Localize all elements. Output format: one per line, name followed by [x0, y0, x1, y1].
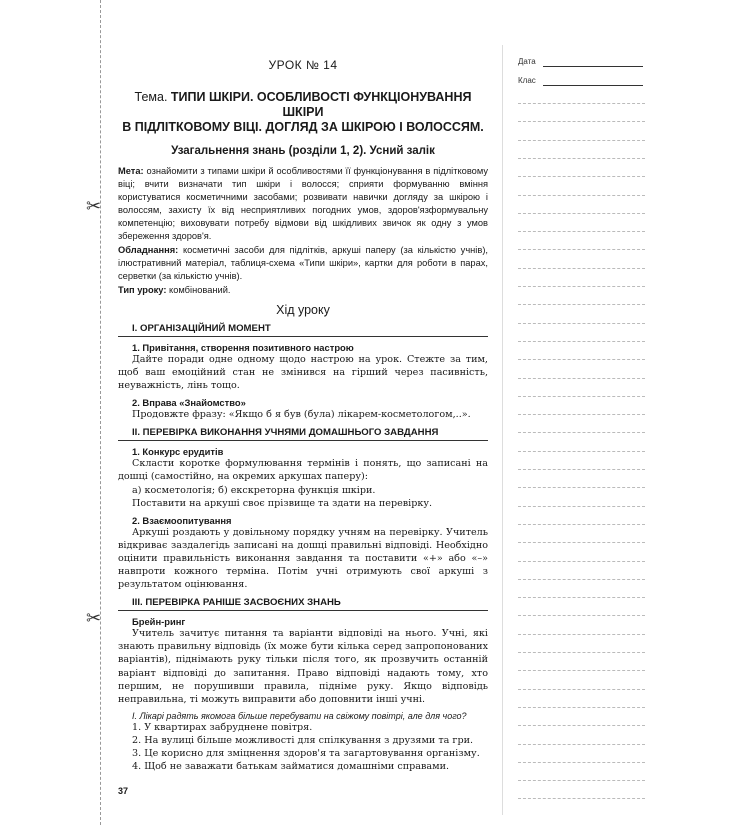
paragraph: Учитель зачитує питання та варіанти відповіді на нього. Учні, які знають правильну відповідь (їх може бути кілька серед запропонованих варіантів), піднімають руку тільки після того, як прозвучить останній варіант відповіді до запитання. Право відповіді надають тому, хто першим, не порушивши правила, підніме руку. Якщо відповідь неправильна, ті можуть виправити або доповнити інші учні. — [118, 628, 488, 705]
paragraph-line: а) косметологія; б) екскреторна функція шкіри. — [132, 484, 376, 496]
date-field — [518, 57, 536, 66]
note-line — [518, 103, 645, 104]
note-line — [518, 378, 645, 379]
note-line — [518, 176, 645, 177]
lesson-content — [118, 58, 488, 773]
subsection-heading: 1. Конкурс ерудитів — [132, 446, 224, 458]
notes-separator — [502, 45, 503, 815]
note-line — [518, 341, 645, 342]
topic-line1: ТИПИ ШКІРИ. ОСОБЛИВОСТІ ФУНКЦІОНУВАННЯ ШКІРИ — [170, 90, 472, 119]
note-line — [518, 579, 645, 580]
note-line — [518, 304, 645, 305]
note-line — [518, 561, 645, 562]
subsection-heading: Брейн-ринг — [132, 616, 186, 628]
note-line — [518, 469, 645, 470]
page-number: 37 — [118, 786, 129, 796]
note-line — [518, 597, 645, 598]
class-label: Клас — [518, 76, 536, 85]
note-line — [518, 670, 645, 671]
course-title: Хід уроку — [276, 303, 330, 317]
lesson-topic — [118, 90, 488, 135]
scissors-icon: ✂ — [86, 196, 102, 216]
note-line — [518, 359, 645, 360]
goal: Мета: ознайомити з типами шкіри й особливостями її функціонування в підлітковому віці; вчити визначати тип шкіри і волосся; сприяти формуванню вміння користуватися косметичними засобами; розвивати навички догляду за шкірою і волоссям, захисту їх від несприятливих погодних умов, здоров'язформувальну компетенцію; виховувати потребу відмови від шкідливих звичок як одну з умов збереження здоров'я. — [118, 166, 488, 241]
class-field — [518, 76, 536, 85]
question-text: І. Лікарі радять якомога більше перебувати на свіжому повітрі, але для чого? — [132, 710, 467, 721]
note-line — [518, 323, 645, 324]
note-line — [518, 689, 645, 690]
note-line — [518, 652, 645, 653]
subsection-heading: 2. Взаємоопитування — [132, 514, 232, 526]
lesson-type: Тип уроку: комбінований. — [118, 285, 231, 295]
subsection-heading: 1. Привітання, створення позитивного настрою — [132, 342, 354, 353]
note-line — [518, 396, 645, 397]
note-line — [518, 725, 645, 726]
subsection-heading: 2. Вправа «Знайомство» — [132, 397, 246, 409]
cut-line — [100, 0, 101, 825]
note-line — [518, 707, 645, 708]
lesson-number: УРОК № 14 — [268, 58, 338, 72]
note-line — [518, 249, 645, 250]
topic-line2: В ПІДЛІТКОВОМУ ВІЦІ. ДОГЛЯД ЗА ШКІРОЮ І ВОЛОССЯМ. — [122, 120, 484, 134]
answer-option: 4. Щоб не заважати батькам займатися домашніми справами. — [132, 761, 450, 773]
answer-option: 3. Це корисно для зміцнення здоров'я та загартовування організму. — [132, 747, 480, 759]
answer-option: 1. У квартирах забруднене повітря. — [132, 721, 313, 733]
paragraph: Дайте поради одне одному щодо настрою на урок. Стежте за тим, щоб ваш емоційний стан не змінився на гірший через пасивність, неуважність, лінь тощо. — [118, 354, 488, 392]
note-line — [518, 268, 645, 269]
note-line — [518, 634, 645, 635]
lesson-subtitle: Узагальнення знань (розділи 1, 2). Усний залік — [171, 145, 435, 157]
note-line — [518, 432, 645, 433]
note-line — [518, 451, 645, 452]
note-line — [518, 506, 645, 507]
scissors-icon: ✂ — [86, 608, 102, 628]
notes-sidebar — [505, 0, 645, 825]
note-line — [518, 414, 645, 415]
note-line — [518, 213, 645, 214]
section-heading: І. ОРГАНІЗАЦІЙНИЙ МОМЕНТ — [118, 321, 488, 337]
section-heading: ІІІ. ПЕРЕВІРКА РАНІШЕ ЗАСВОЄНИХ ЗНАНЬ — [118, 595, 488, 611]
topic-label: Тема. — [134, 90, 168, 104]
note-line — [518, 286, 645, 287]
paragraph: Аркуші роздають у довільному порядку учням на перевірку. Учитель відкриває заздалегідь записані на дошці правильні відповіді. Необхідно оцінити правильність виконання завдання та поставити «+» або «–» навпроти кожного терміна. Потім учні отримують свої аркуші з результатом оцінювання. — [118, 526, 488, 591]
section-heading: ІІ. ПЕРЕВІРКА ВИКОНАННЯ УЧНЯМИ ДОМАШНЬОГО ЗАВДАННЯ — [118, 425, 488, 441]
note-line — [518, 140, 645, 141]
note-line — [518, 231, 645, 232]
paragraph: Скласти коротке формулювання термінів і понять, що записані на дошці (самостійно, на окремих аркушах паперу): — [118, 458, 488, 483]
paragraph: Продовжте фразу: «Якщо б я був (була) лікарем-косметологом,..». — [132, 409, 471, 421]
date-label: Дата — [518, 57, 536, 66]
paragraph-line: Поставити на аркуші своє прізвище та здати на перевірку. — [132, 497, 433, 509]
note-line — [518, 744, 645, 745]
note-line — [518, 121, 645, 122]
note-line — [518, 524, 645, 525]
note-line — [518, 615, 645, 616]
note-line — [518, 798, 645, 799]
note-line — [518, 195, 645, 196]
equipment: Обладнання: косметичні засоби для підлітків, аркуші паперу (за кількістю учнів), ілюстративний матеріал, таблиця-схема «Типи шкіри», картки для роботи в парах, серветки (за кількістю учнів). — [118, 245, 488, 281]
note-line — [518, 780, 645, 781]
note-line — [518, 762, 645, 763]
note-line — [518, 158, 645, 159]
note-line — [518, 487, 645, 488]
answer-option: 2. На вулиці більше можливості для спілкування з друзями та гри. — [132, 734, 474, 746]
note-line — [518, 542, 645, 543]
